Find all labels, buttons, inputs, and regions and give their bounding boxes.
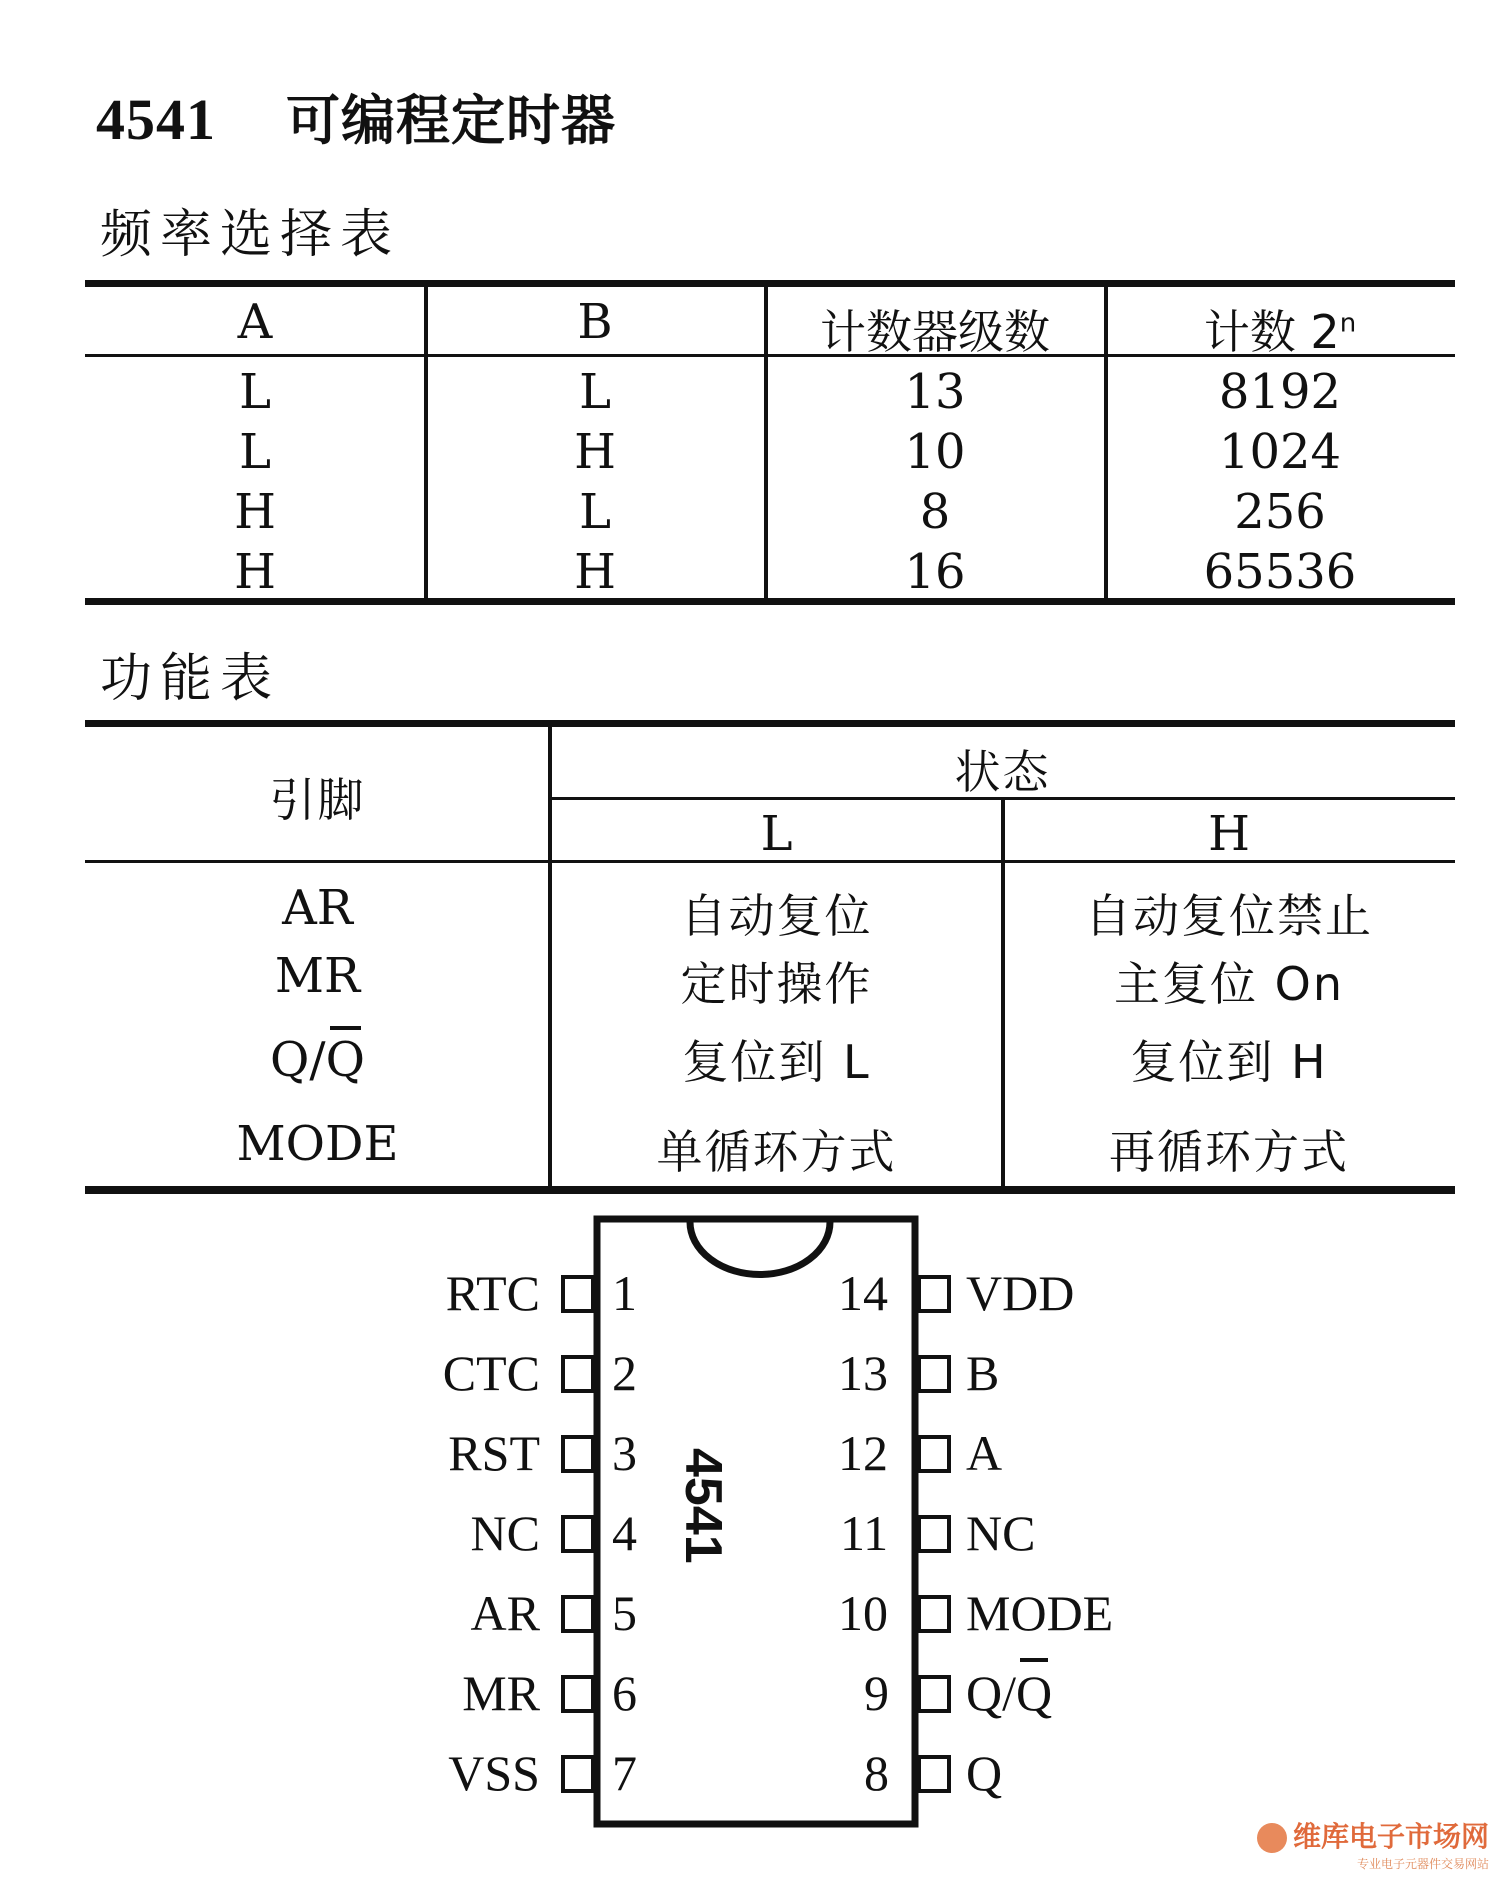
pin-label: RTC bbox=[445, 1265, 540, 1321]
table-cell: 16 bbox=[904, 544, 966, 600]
chip-label: 4541 bbox=[674, 1448, 732, 1564]
site-watermark: 维库电子市场网 专业电子元器件交易网站 bbox=[1257, 1815, 1489, 1872]
pin-number: 9 bbox=[864, 1665, 889, 1721]
table-cell: 1024 bbox=[1218, 424, 1342, 480]
table-cell: H bbox=[234, 484, 276, 540]
table-top-rule bbox=[85, 720, 1455, 727]
state-h-header: H bbox=[1208, 806, 1250, 862]
table-cell: H bbox=[574, 544, 616, 600]
table-cell: L bbox=[579, 484, 611, 540]
freq-section-heading: 频率选择表 bbox=[100, 205, 401, 265]
table-cell: L bbox=[239, 364, 271, 420]
state-h-desc: 主复位 On bbox=[1114, 957, 1344, 1011]
pin-name: MR bbox=[274, 948, 361, 1004]
table-top-rule bbox=[85, 280, 1455, 287]
pin-label: RST bbox=[448, 1425, 540, 1481]
pin-number: 12 bbox=[838, 1425, 888, 1481]
table-cell: L bbox=[239, 424, 271, 480]
pin-number: 13 bbox=[838, 1345, 888, 1401]
pin-number: 4 bbox=[612, 1505, 637, 1561]
table-cell: 256 bbox=[1234, 484, 1326, 540]
part-name: 可编程定时器 bbox=[286, 88, 616, 152]
state-header: 状态 bbox=[954, 745, 1051, 799]
table-cell: L bbox=[579, 364, 611, 420]
pin-label: Q/Q bbox=[966, 1665, 1053, 1721]
pin-number: 1 bbox=[612, 1265, 637, 1321]
pin-number: 14 bbox=[838, 1265, 888, 1321]
state-l-desc: 单循环方式 bbox=[656, 1125, 897, 1179]
pin-label: MODE bbox=[966, 1585, 1114, 1641]
func-table bbox=[85, 720, 1455, 1195]
pin-label: MR bbox=[462, 1665, 540, 1721]
pin-number: 7 bbox=[612, 1745, 637, 1801]
pin-number: 11 bbox=[840, 1505, 889, 1561]
pin-label: A bbox=[966, 1425, 1003, 1481]
state-l-desc: 定时操作 bbox=[680, 957, 873, 1011]
state-l-desc: 自动复位 bbox=[680, 889, 873, 943]
pin-label: B bbox=[966, 1345, 1000, 1401]
part-number: 4541 bbox=[96, 87, 216, 152]
freq-table bbox=[85, 280, 1455, 605]
pin-number: 10 bbox=[838, 1585, 888, 1641]
state-h-desc: 自动复位禁止 bbox=[1085, 889, 1373, 943]
header-stages: 计数器级数 bbox=[820, 305, 1050, 359]
state-h-desc: 复位到 H bbox=[1130, 1035, 1328, 1089]
table-bottom-rule bbox=[85, 1186, 1455, 1194]
func-section-heading: 功能表 bbox=[100, 649, 281, 709]
table-cell: 8192 bbox=[1218, 364, 1342, 420]
page-title bbox=[96, 78, 616, 155]
table-cell: 8 bbox=[919, 484, 951, 540]
pin-number: 2 bbox=[612, 1345, 637, 1401]
pin-label: Q bbox=[966, 1745, 1003, 1801]
table-cell: H bbox=[234, 544, 276, 600]
pin-label: NC bbox=[470, 1505, 540, 1561]
table-cell: 65536 bbox=[1203, 544, 1357, 600]
table-cell: 10 bbox=[904, 424, 966, 480]
state-l-header: L bbox=[760, 806, 793, 862]
pin-name: Q/Q bbox=[270, 1032, 365, 1088]
pin-label: VDD bbox=[966, 1265, 1075, 1321]
pin-label: VSS bbox=[448, 1745, 540, 1801]
pin-number: 3 bbox=[612, 1425, 637, 1481]
pin-name: AR bbox=[282, 880, 353, 936]
logo-icon bbox=[1257, 1823, 1287, 1853]
header-count: 计数 2$^n$ bbox=[1203, 305, 1357, 359]
header-b: B bbox=[577, 294, 613, 350]
state-l-desc: 复位到 L bbox=[682, 1035, 871, 1089]
pin-number: 6 bbox=[612, 1665, 637, 1721]
pin-name: MODE bbox=[236, 1116, 399, 1172]
table-cell: H bbox=[574, 424, 616, 480]
state-h-desc: 再循环方式 bbox=[1109, 1125, 1349, 1179]
pin-label: AR bbox=[470, 1585, 540, 1641]
pin-number: 5 bbox=[612, 1585, 637, 1641]
pin-label: CTC bbox=[442, 1345, 540, 1401]
header-a: A bbox=[237, 294, 273, 350]
pin-header: 引脚 bbox=[269, 773, 366, 827]
pin-number: 8 bbox=[864, 1745, 889, 1801]
table-cell: 13 bbox=[904, 364, 966, 420]
pin-label: NC bbox=[966, 1505, 1036, 1561]
